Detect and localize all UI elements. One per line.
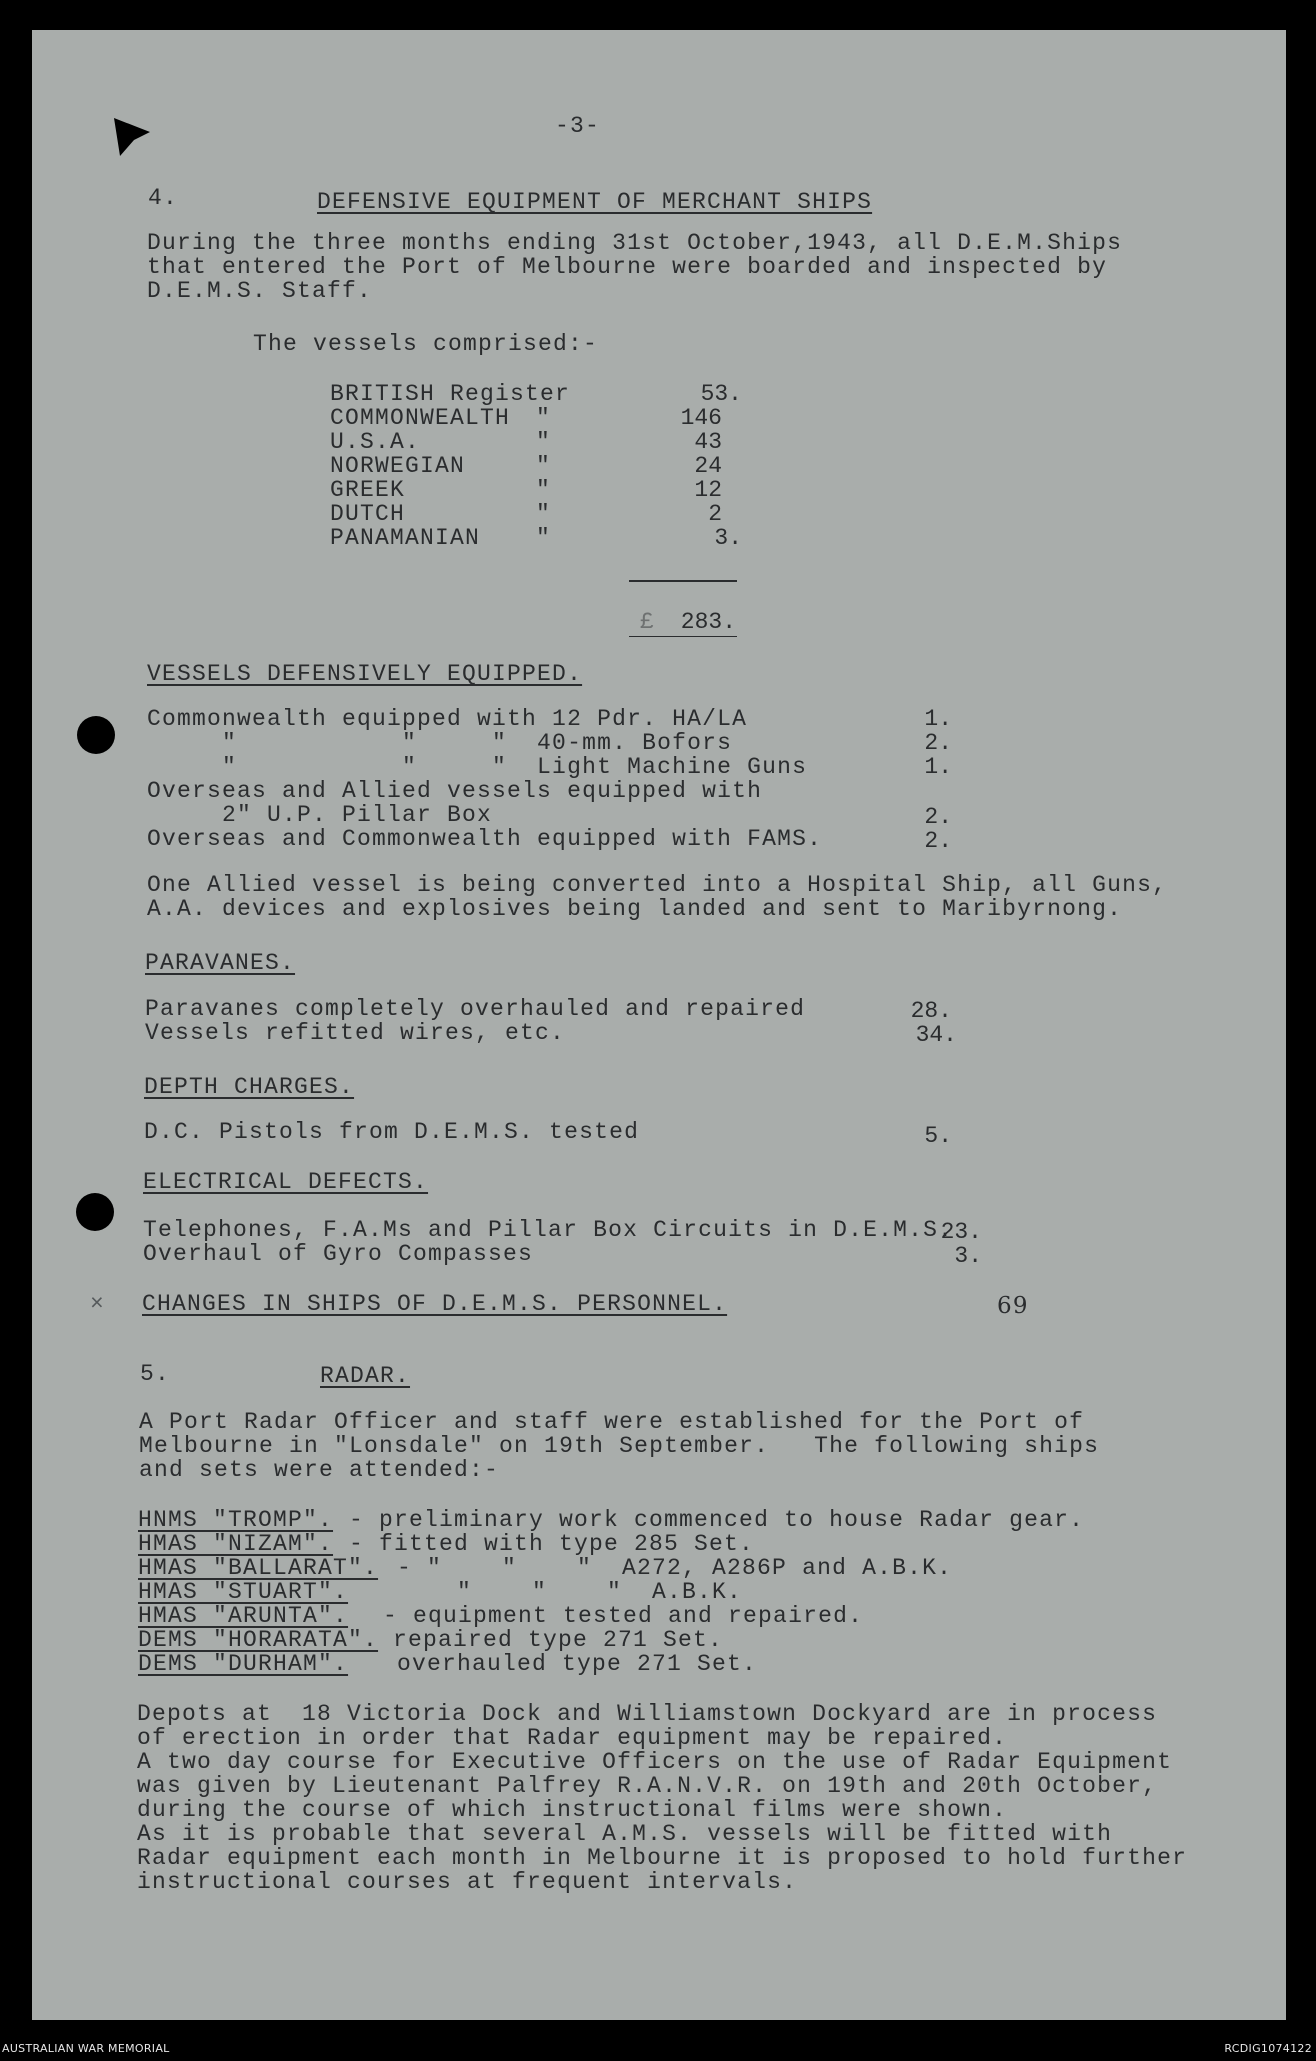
ship-name: HMAS "ARUNTA". xyxy=(138,1603,349,1629)
intro-line: During the three months ending 31st October,1943, all D.E.M.Ships xyxy=(147,230,1123,256)
punch-hole-top xyxy=(77,716,115,754)
personnel-heading: CHANGES IN SHIPS OF D.E.M.S. PERSONNEL. xyxy=(142,1291,728,1317)
ditto-mark: " xyxy=(536,405,552,431)
total-underline xyxy=(629,636,737,637)
defensive-heading: VESSELS DEFENSIVELY EQUIPPED. xyxy=(147,661,583,687)
vessels-intro: The vessels comprised:- xyxy=(253,331,599,357)
section-5-number: 5. xyxy=(140,1361,171,1387)
vessel-label: PANAMANIAN xyxy=(330,525,481,551)
defensive-row-text: 2" U.P. Pillar Box xyxy=(147,802,493,828)
vessel-label: DUTCH xyxy=(330,501,406,527)
ship-work: overhauled type 271 Set. xyxy=(352,1651,758,1677)
vessel-count: 12 xyxy=(694,477,722,503)
vessel-label: GREEK xyxy=(330,477,406,503)
defensive-row-count: 1. xyxy=(924,706,952,732)
vessel-count: 2 xyxy=(708,501,722,527)
closing-line: A two day course for Executive Officers on the use of Radar Equipment xyxy=(137,1749,1173,1775)
defensive-row-text: " " " Light Machine Guns xyxy=(147,754,808,780)
defensive-row-count: 2. xyxy=(924,828,952,854)
ship-work: - " " " A272, A286P and A.B.K. xyxy=(382,1555,953,1581)
ditto-mark: " xyxy=(536,429,552,455)
depth-charges-row-count: 5. xyxy=(924,1123,952,1149)
defensive-row-text: Overseas and Commonwealth equipped with FAMS. xyxy=(147,826,823,852)
depth-charges-row-text: D.C. Pistols from D.E.M.S. tested xyxy=(144,1119,640,1145)
punch-hole-bottom xyxy=(76,1193,114,1231)
electrical-row-count: 23. xyxy=(940,1219,982,1245)
total-rule xyxy=(629,580,737,582)
vessel-count: 3. xyxy=(714,525,742,551)
footer-archive-name: AUSTRALIAN WAR MEMORIAL xyxy=(2,2042,170,2055)
ship-name: HMAS "STUART". xyxy=(138,1579,349,1605)
ditto-mark: " xyxy=(536,525,552,551)
defensive-row-count: 1. xyxy=(924,754,952,780)
depth-charges-heading: DEPTH CHARGES. xyxy=(144,1074,355,1100)
closing-line: instructional courses at frequent intervals. xyxy=(137,1869,798,1895)
vessel-count: 43 xyxy=(694,429,722,455)
ship-name: DEMS "DURHAM". xyxy=(138,1651,349,1677)
closing-line: was given by Lieutenant Palfrey R.A.N.V.R. on 19th and 20th October, xyxy=(137,1773,1158,1799)
ship-work: - fitted with type 285 Set. xyxy=(334,1531,755,1557)
torn-corner xyxy=(110,116,154,160)
ship-name: HMAS "NIZAM". xyxy=(138,1531,334,1557)
defensive-note-line: A.A. devices and explosives being landed and sent to Maribyrnong. xyxy=(147,896,1123,922)
intro-line: D.E.M.S. Staff. xyxy=(147,278,373,304)
intro-line: that entered the Port of Melbourne were boarded and inspected by xyxy=(147,254,1108,280)
paravanes-row-count: 28. xyxy=(910,998,952,1024)
vessel-label: COMMONWEALTH xyxy=(330,405,511,431)
vessel-count: 146 xyxy=(680,405,722,431)
paravanes-row-text: Paravanes completely overhauled and repaired xyxy=(145,996,806,1022)
vessel-label: BRITISH Register xyxy=(330,381,571,407)
personnel-count: 69 xyxy=(997,1293,1029,1319)
ditto-mark: " xyxy=(536,501,552,527)
page-number: -3- xyxy=(555,113,601,139)
defensive-row-text: Commonwealth equipped with 12 Pdr. HA/LA xyxy=(147,706,748,732)
closing-line: Radar equipment each month in Melbourne it is proposed to hold further xyxy=(137,1845,1188,1871)
ditto-mark: " xyxy=(536,453,552,479)
total-pound-mark: £ xyxy=(640,609,656,635)
section-5-intro-line: A Port Radar Officer and staff were established for the Port of xyxy=(139,1409,1085,1435)
defensive-row-text: Overseas and Allied vessels equipped with xyxy=(147,778,763,804)
closing-line: during the course of which instructional films were shown. xyxy=(137,1797,1008,1823)
closing-line: of erection in order that Radar equipment may be repaired. xyxy=(137,1725,1008,1751)
vessel-label: U.S.A. xyxy=(330,429,421,455)
section-5-intro-line: and sets were attended:- xyxy=(139,1457,500,1483)
section-4-number: 4. xyxy=(148,185,179,211)
ship-work: " " " A.B.K. xyxy=(382,1579,743,1605)
ship-name: DEMS "HORARATA". xyxy=(138,1627,379,1653)
vessel-count: 24 xyxy=(694,453,722,479)
paravanes-heading: PARAVANES. xyxy=(145,950,296,976)
vessel-count: 53. xyxy=(700,381,742,407)
closing-line: Depots at 18 Victoria Dock and Williamstown Dockyard are in process xyxy=(137,1701,1158,1727)
ship-work: - preliminary work commenced to house Radar gear. xyxy=(334,1507,1085,1533)
defensive-row-count: 2. xyxy=(924,804,952,830)
ship-name: HMAS "BALLARAT". xyxy=(138,1555,379,1581)
defensive-note-line: One Allied vessel is being converted into a Hospital Ship, all Guns, xyxy=(147,872,1168,898)
paravanes-row-text: Vessels refitted wires, etc. xyxy=(145,1020,566,1046)
section-4-title: DEFENSIVE EQUIPMENT OF MERCHANT SHIPS xyxy=(317,189,873,215)
margin-mark: × xyxy=(90,1291,106,1317)
paravanes-row-count: 34. xyxy=(915,1022,957,1048)
document-page xyxy=(32,30,1286,2020)
vessel-label: NORWEGIAN xyxy=(330,453,466,479)
ship-work: repaired type 271 Set. xyxy=(378,1627,724,1653)
ship-work: - equipment tested and repaired. xyxy=(368,1603,864,1629)
defensive-row-count: 2. xyxy=(924,730,952,756)
closing-line: As it is probable that several A.M.S. vessels will be fitted with xyxy=(137,1821,1113,1847)
defensive-row-text: " " " 40-mm. Bofors xyxy=(147,730,733,756)
ship-name: HNMS "TROMP". xyxy=(138,1507,334,1533)
electrical-row-text: Telephones, F.A.Ms and Pillar Box Circuits in D.E.M.S. xyxy=(143,1217,954,1243)
section-5-title: RADAR. xyxy=(320,1363,411,1389)
section-5-intro-line: Melbourne in "Lonsdale" on 19th September. The following ships xyxy=(139,1433,1100,1459)
footer-record-id: RCDIG1074122 xyxy=(1224,2042,1312,2055)
vessels-total: 283. xyxy=(680,609,736,635)
electrical-row-count: 3. xyxy=(954,1243,982,1269)
ditto-mark: " xyxy=(536,477,552,503)
electrical-row-text: Overhaul of Gyro Compasses xyxy=(143,1241,534,1267)
electrical-heading: ELECTRICAL DEFECTS. xyxy=(143,1169,429,1195)
